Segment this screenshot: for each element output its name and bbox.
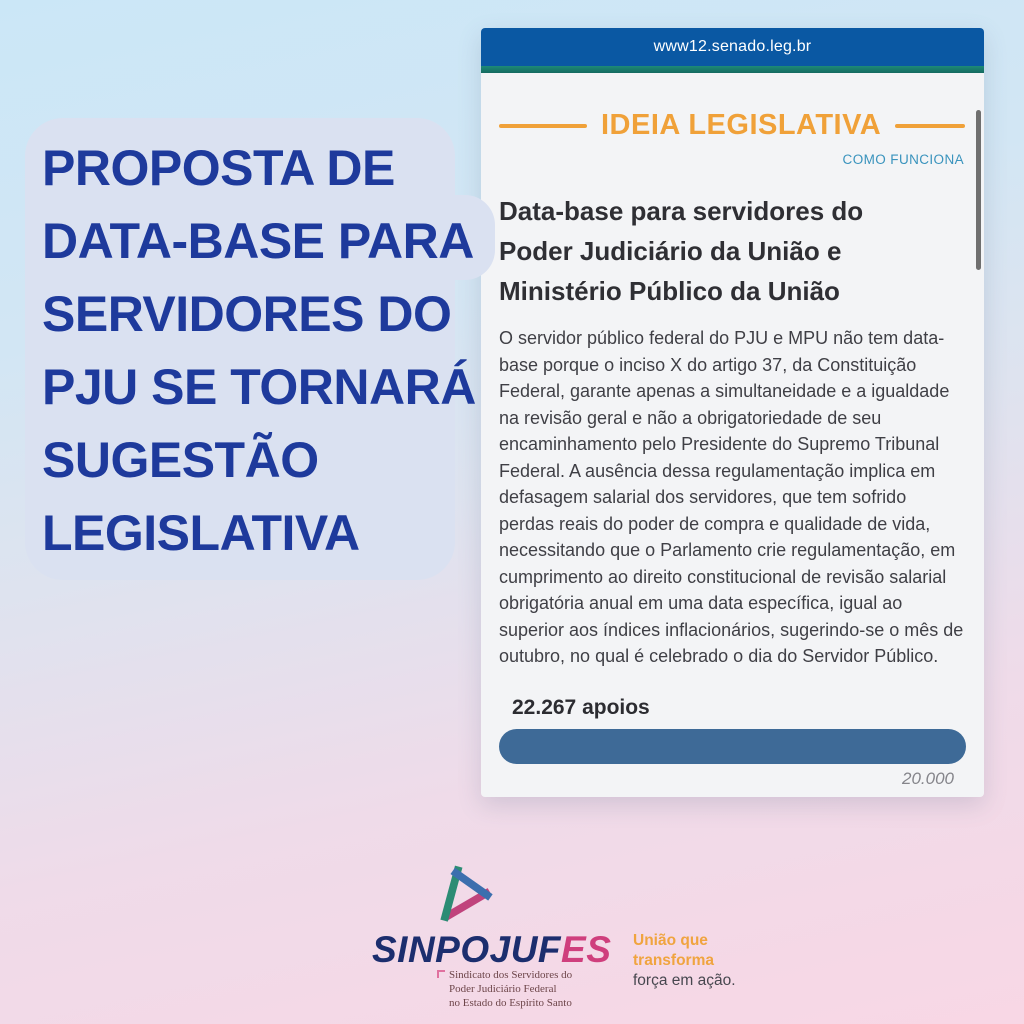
idea-heading: Data-base para servidores do Poder Judiciário da União e Ministério Público da União [499, 196, 864, 306]
sinpojufes-logo-icon [433, 863, 493, 925]
small-print-line: no Estado do Espírito Santo [449, 997, 572, 1009]
campaign-headline [42, 132, 482, 570]
brand-wordmark [372, 929, 612, 971]
brand-tagline [633, 931, 751, 991]
tagline-rest: força em ação. [633, 972, 736, 989]
scrollbar[interactable] [976, 110, 981, 270]
section-title-row [499, 109, 966, 142]
page-accent-strip [481, 66, 984, 73]
brand-name-suffix: ES [561, 929, 612, 970]
support-progress-bar [499, 729, 966, 764]
headline-line: SUGESTÃO [42, 432, 319, 488]
brand-small-print [437, 968, 572, 1010]
como-funciona-link[interactable]: COMO FUNCIONA [842, 152, 964, 167]
headline-line: DATA-BASE PARA [42, 213, 474, 269]
title-dash-right [895, 124, 965, 128]
browser-screenshot-card [481, 28, 984, 797]
small-print-line: Sindicato dos Servidores do [449, 969, 573, 981]
corner-bracket-icon [437, 970, 445, 978]
supports-count: 22.267 apoios [512, 695, 650, 719]
page-content [481, 109, 984, 789]
browser-address-bar[interactable] [481, 28, 984, 66]
headline-line: LEGISLATIVA [42, 505, 360, 561]
support-progress-track [499, 729, 966, 764]
section-title: IDEIA LEGISLATIVA [601, 109, 882, 141]
title-dash-left [499, 124, 587, 128]
brand-name-primary: SINPOJUF [372, 929, 562, 970]
headline-line: PJU SE TORNARÁ [42, 359, 476, 415]
headline-line: SERVIDORES DO [42, 286, 452, 342]
tagline-highlight: União que transforma [633, 932, 714, 969]
small-print-line: Poder Judiciário Federal [449, 983, 557, 995]
idea-description: O servidor público federal do PJU e MPU não tem data-base porque o inciso X do artigo 37, da Constituição Federal, garante apenas a simultaneidade e a igualdade na revisão geral e não a obrigatoriedade de seu encaminhamento pelo Presidente do Supremo Tribunal Federal. A ausência dessa regulamentação implica em defasagem salarial dos servidores, que tem sofrido perdas reais do poder de compra e qualidade de vida, necessitando que o Parlamento crie regulamentação, em cumprimento ao direito constitucional de revisão salarial obrigatória anual em uma data específica, igual ao superior aos índices inflacionários, sugerindo-se o mês de outubro, no qual é celebrado o dia do Servidor Público. [499, 328, 964, 666]
url-text: www12.senado.leg.br [653, 38, 812, 55]
headline-line: PROPOSTA DE [42, 140, 395, 196]
support-goal: 20.000 [902, 768, 954, 788]
